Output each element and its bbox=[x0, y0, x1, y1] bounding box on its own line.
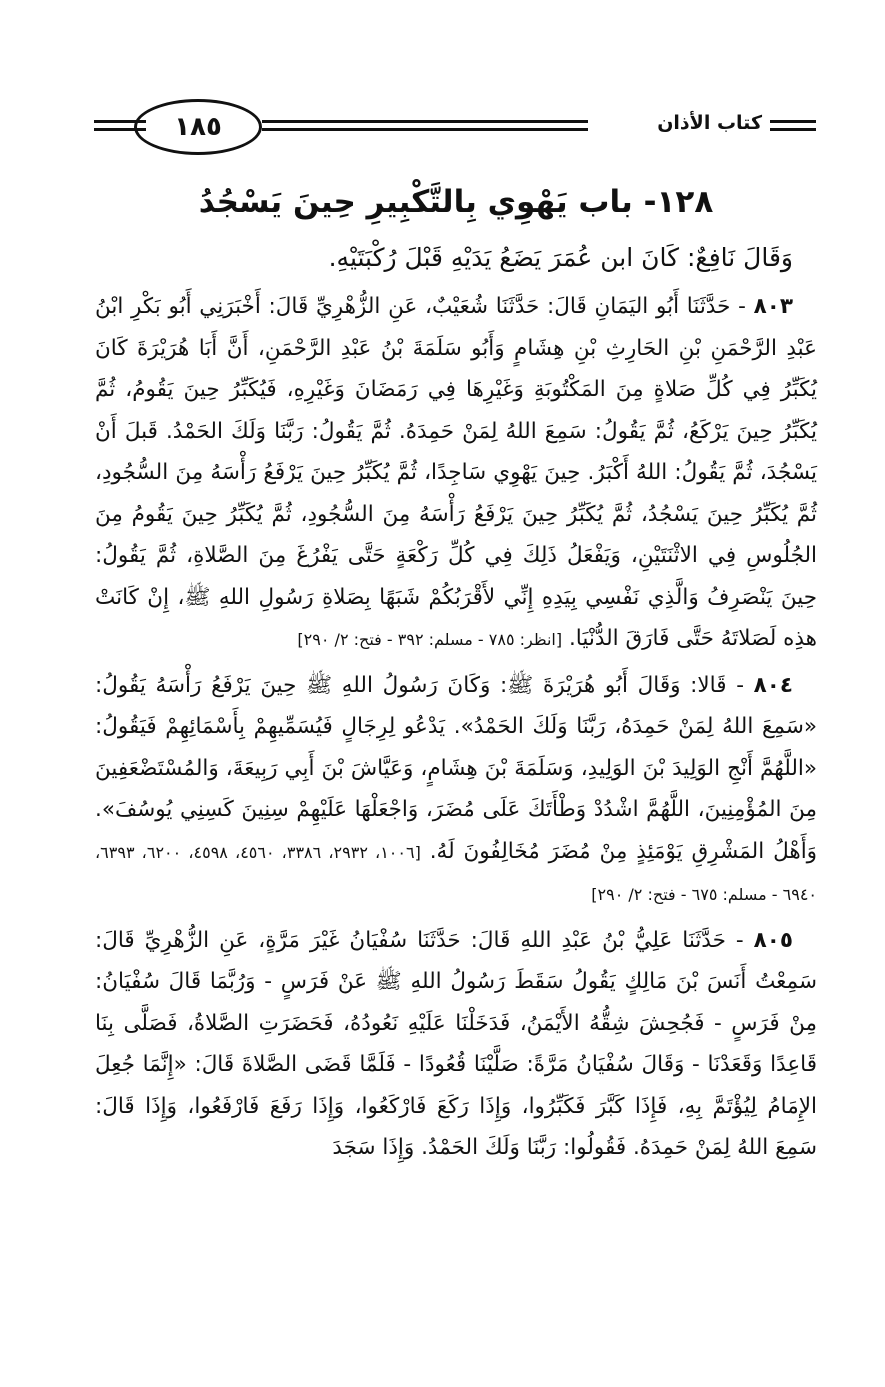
page-header bbox=[94, 98, 816, 162]
hadith-804: ٨٠٤ - قَالا: وَقَالَ أَبُو هُرَيْرَةَ ﷺ: وَكَانَ رَسُولُ اللهِ ﷺ حِينَ يَرْفَعُ رَأْسَهُ يَقُولُ: «سَمِعَ اللهُ لِمَنْ حَمِدَهُ، رَبَّنَا وَلَكَ الحَمْدُ». يَدْعُو لِرِجَالٍ فَيُسَمِّيهِمْ بِأَسْمَائِهِمْ فَيَقُولُ: «اللَّهُمَّ أَنْجِ الوَلِيدَ بْنَ الوَلِيدِ، وَسَلَمَةَ بْنَ هِشَامٍ، وَعَيَّاشَ بْنَ أَبِي رَبِيعَةَ، وَالمُسْتَضْعَفِينَ مِنَ المُؤْمِنِينَ، اللَّهُمَّ اشْدُدْ وَطْأَتَكَ عَلَى مُضَرَ، وَاجْعَلْهَا عَلَيْهِمْ سِنِينَ كَسِنِي يُوسُفَ». وَأَهْلُ المَشْرِقِ يَوْمَئِذٍ مِنْ مُضَرَ مُخَالِفُونَ لَهُ. [١٠٠٦، ٢٩٣٢، ٣٣٨٦، ٤٥٦٠، ٤٥٩٨، ٦٢٠٠، ٦٣٩٣، ٦٩٤٠ - مسلم: ٦٧٥ - فتح: ٢/ ٢٩٠] bbox=[95, 672, 818, 904]
page-number: ١٨٥ bbox=[134, 99, 262, 155]
hadith-805: ٨٠٥ - حَدَّثَنَا عَلِيُّ بْنُ عَبْدِ اللهِ قَالَ: حَدَّثَنَا سُفْيَانُ غَيْرَ مَرَّةٍ، عَنِ الزُّهْرِيِّ قَالَ: سَمِعْتُ أَنَسَ بْنَ مَالِكٍ يَقُولُ سَقَطَ رَسُولُ اللهِ ﷺ عَنْ فَرَسٍ - وَرُبَّمَا قَالَ سُفْيَانُ: مِنْ فَرَسٍ - فَجُحِشَ شِقُّهُ الأَيْمَنُ، فَدَخَلْنَا عَلَيْهِ نَعُودُهُ، فَحَضَرَتِ الصَّلاةُ، فَصَلَّى بِنَا قَاعِدًا وَقَعَدْنَا - وَقَالَ سُفْيَانُ مَرَّةً: صَلَّيْنَا قُعُودًا - فَلَمَّا قَضَى الصَّلاةَ قَالَ: «إِنَّمَا جُعِلَ الإِمَامُ لِيُؤْتَمَّ بِهِ، فَإِذَا كَبَّرَ فَكَبِّرُوا، وَإِذَا رَكَعَ فَارْكَعُوا، وَإِذَا رَفَعَ فَارْفَعُوا، وَإِذَا قَالَ: سَمِعَ اللهُ لِمَنْ حَمِدَهُ. فَقُولُوا: رَبَّنَا وَلَكَ الحَمْدُ. وَإِذَا سَجَدَ bbox=[95, 927, 817, 1160]
hadith-references: [انظر: ٧٨٥ - مسلم: ٣٩٢ - فتح: ٢/ ٢٩٠] bbox=[297, 630, 563, 649]
book-title: كتاب الأذان bbox=[657, 112, 762, 134]
intro-paragraph: وَقَالَ نَافِعٌ: كَانَ ابن عُمَرَ يَضَعُ يَدَيْهِ قَبْلَ رُكْبَتَيْهِ. bbox=[328, 243, 793, 272]
hadith-number: ٨٠٣ bbox=[753, 294, 793, 319]
header-rule-middle-top bbox=[262, 120, 588, 123]
chapter-title: ١٢٨- باب يَهْوِي بِالتَّكْبِيرِ حِينَ يَسْجُدُ bbox=[198, 184, 714, 220]
hadith-text: قَالا: وَقَالَ أَبُو هُرَيْرَةَ ﷺ: وَكَانَ رَسُولُ اللهِ ﷺ حِينَ يَرْفَعُ رَأْسَهُ يَقُولُ: «سَمِعَ اللهُ لِمَنْ حَمِدَهُ، رَبَّنَا وَلَكَ الحَمْدُ». يَدْعُو لِرِجَالٍ فَيُسَمِّيهِمْ بِأَسْمَائِهِمْ فَيَقُولُ: «اللَّهُمَّ أَنْجِ الوَلِيدَ بْنَ الوَلِيدِ، وَسَلَمَةَ بْنَ هِشَامٍ، وَعَيَّاشَ بْنَ أَبِي رَبِيعَةَ، وَالمُسْتَضْعَفِينَ مِنَ المُؤْمِنِينَ، اللَّهُمَّ اشْدُدْ وَطْأَتَكَ عَلَى مُضَرَ، وَاجْعَلْهَا عَلَيْهِمْ سِنِينَ كَسِنِي يُوسُفَ». وَأَهْلُ المَشْرِقِ يَوْمَئِذٍ مِنْ مُضَرَ مُخَالِفُونَ لَهُ. bbox=[95, 672, 818, 864]
header-rule-right-bottom bbox=[770, 128, 816, 131]
hadith-number: ٨٠٥ bbox=[753, 927, 793, 953]
hadith-803: ٨٠٣ - حَدَّثَنَا أَبُو اليَمَانِ قَالَ: حَدَّثَنَا شُعَيْبٌ، عَنِ الزُّهْرِيِّ قَالَ: أَخْبَرَنِي أَبُو بَكْرِ ابْنُ عَبْدِ الرَّحْمَنِ بْنِ الحَارِثِ بْنِ هِشَامٍ وَأَبُو سَلَمَةَ بْنُ عَبْدِ الرَّحْمَنِ، أَنَّ أَبَا هُرَيْرَةَ كَانَ يُكَبِّرُ فِي كُلِّ صَلاةٍ مِنَ المَكْتُوبَةِ وَغَيْرِهَا فِي رَمَضَانَ وَغَيْرِهِ، فَيُكَبِّرُ حِينَ يَقُومُ، ثُمَّ يُكَبِّرُ حِينَ يَرْكَعُ، ثُمَّ يَقُولُ: سَمِعَ اللهُ لِمَنْ حَمِدَهُ. ثُمَّ يَقُولُ: رَبَّنَا وَلَكَ الحَمْدُ. قَبلَ أَنْ يَسْجُدَ، ثُمَّ يَقُولُ: اللهُ أَكْبَرُ. حِينَ يَهْوِي سَاجِدًا، ثُمَّ يُكَبِّرُ حِينَ يَرْفَعُ رَأْسَهُ مِنَ السُّجُودِ، ثُمَّ يُكَبِّرُ حِينَ يَسْجُدُ، ثُمَّ يُكَبِّرُ حِينَ يَرْفَعُ رَأْسَهُ مِنَ السُّجُودِ، ثُمَّ يُكَبِّرُ حِينَ يَقُومُ مِنَ الجُلُوسِ فِي الاثْنَتَيْنِ، وَيَفْعَلُ ذَلِكَ فِي كُلِّ رَكْعَةٍ حَتَّى يَفْرُغَ مِنَ الصَّلاةِ، ثُمَّ يَقُولُ: حِينَ يَنْصَرِفُ وَالَّذِي نَفْسِي بِيَدِهِ إِنِّي لأَقْرَبُكُمْ شَبَهًا بِصَلاةِ رَسُولِ اللهِ ﷺ، إِنْ كَانَتْ هذِه لَصَلاتَهُ حَتَّى فَارَقَ الدُّنْيَا. [انظر: ٧٨٥ - مسلم: ٣٩٢ - فتح: ٢/ ٢٩٠] bbox=[95, 294, 817, 651]
hadith-references: [١٠٠٦، ٢٩٣٢، ٣٣٨٦، ٤٥٦٠، ٤٥٩٨، ٦٢٠٠، ٦٣٩٣، ٦٩٤٠ - مسلم: ٦٧٥ - فتح: ٢/ ٢٩٠] bbox=[95, 842, 817, 904]
header-rule-right-top bbox=[770, 120, 816, 123]
hadith-text: حَدَّثَنَا عَلِيُّ بْنُ عَبْدِ اللهِ قَالَ: حَدَّثَنَا سُفْيَانُ غَيْرَ مَرَّةٍ، عَنِ الزُّهْرِيِّ قَالَ: سَمِعْتُ أَنَسَ بْنَ مَالِكٍ يَقُولُ سَقَطَ رَسُولُ اللهِ ﷺ عَنْ فَرَسٍ - وَرُبَّمَا قَالَ سُفْيَانُ: مِنْ فَرَسٍ - فَجُحِشَ شِقُّهُ الأَيْمَنُ، فَدَخَلْنَا عَلَيْهِ نَعُودُهُ، فَحَضَرَتِ الصَّلاةُ، فَصَلَّى بِنَا قَاعِدًا وَقَعَدْنَا - وَقَالَ سُفْيَانُ مَرَّةً: صَلَّيْنَا قُعُودًا - فَلَمَّا قَضَى الصَّلاةَ قَالَ: «إِنَّمَا جُعِلَ الإِمَامُ لِيُؤْتَمَّ بِهِ، فَإِذَا كَبَّرَ فَكَبِّرُوا، وَإِذَا رَكَعَ فَارْكَعُوا، وَإِذَا رَفَعَ فَارْفَعُوا، وَإِذَا قَالَ: سَمِعَ اللهُ لِمَنْ حَمِدَهُ. فَقُولُوا: رَبَّنَا وَلَكَ الحَمْدُ. وَإِذَا سَجَدَ bbox=[95, 927, 817, 1160]
page-content bbox=[95, 180, 817, 1173]
header-rule-middle-bottom bbox=[262, 128, 588, 131]
hadith-number: ٨٠٤ bbox=[753, 672, 793, 698]
hadith-text: حَدَّثَنَا أَبُو اليَمَانِ قَالَ: حَدَّثَنَا شُعَيْبٌ، عَنِ الزُّهْرِيِّ قَالَ: أَخْبَرَنِي أَبُو بَكْرِ ابْنُ عَبْدِ الرَّحْمَنِ بْنِ الحَارِثِ بْنِ هِشَامٍ وَأَبُو سَلَمَةَ بْنُ عَبْدِ الرَّحْمَنِ، أَنَّ أَبَا هُرَيْرَةَ كَانَ يُكَبِّرُ فِي كُلِّ صَلاةٍ مِنَ المَكْتُوبَةِ وَغَيْرِهَا فِي رَمَضَانَ وَغَيْرِهِ، فَيُكَبِّرُ حِينَ يَقُومُ، ثُمَّ يُكَبِّرُ حِينَ يَرْكَعُ، ثُمَّ يَقُولُ: سَمِعَ اللهُ لِمَنْ حَمِدَهُ. ثُمَّ يَقُولُ: رَبَّنَا وَلَكَ الحَمْدُ. قَبلَ أَنْ يَسْجُدَ، ثُمَّ يَقُولُ: اللهُ أَكْبَرُ. حِينَ يَهْوِي سَاجِدًا، ثُمَّ يُكَبِّرُ حِينَ يَرْفَعُ رَأْسَهُ مِنَ السُّجُودِ، ثُمَّ يُكَبِّرُ حِينَ يَسْجُدُ، ثُمَّ يُكَبِّرُ حِينَ يَرْفَعُ رَأْسَهُ مِنَ السُّجُودِ، ثُمَّ يُكَبِّرُ حِينَ يَقُومُ مِنَ الجُلُوسِ فِي الاثْنَتَيْنِ، وَيَفْعَلُ ذَلِكَ فِي كُلِّ رَكْعَةٍ حَتَّى يَفْرُغَ مِنَ الصَّلاةِ، ثُمَّ يَقُولُ: حِينَ يَنْصَرِفُ وَالَّذِي نَفْسِي بِيَدِهِ إِنِّي لأَقْرَبُكُمْ شَبَهًا بِصَلاةِ رَسُولِ اللهِ ﷺ، إِنْ كَانَتْ هذِه لَصَلاتَهُ حَتَّى فَارَقَ الدُّنْيَا. bbox=[95, 294, 817, 651]
